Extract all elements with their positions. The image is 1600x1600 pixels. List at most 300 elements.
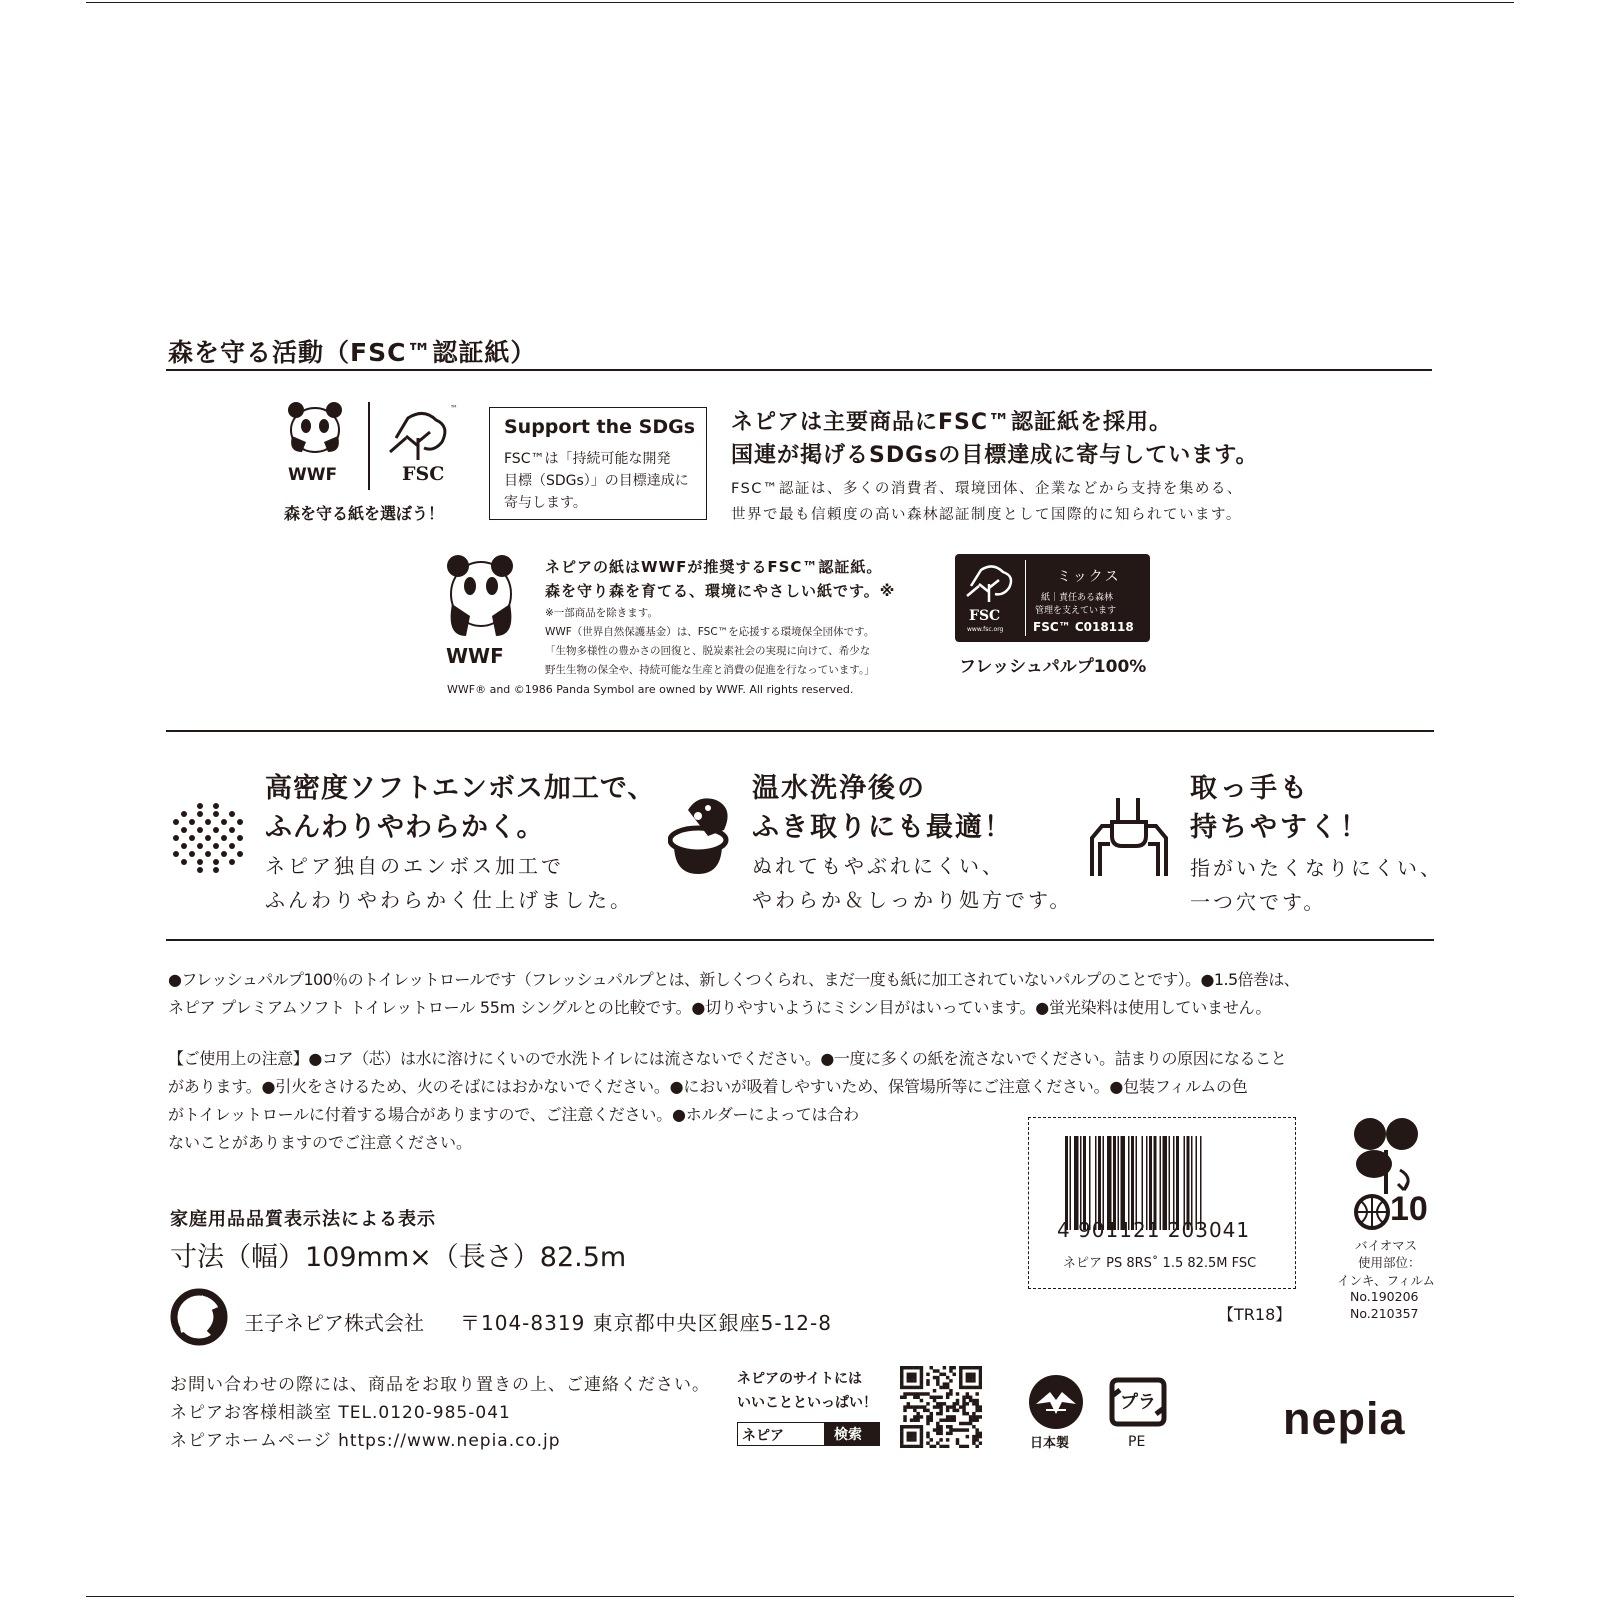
- barcode-bar: [1107, 1136, 1112, 1230]
- qr-module: [936, 1369, 939, 1372]
- qr-module: [966, 1366, 969, 1369]
- qr-module: [972, 1441, 975, 1444]
- qr-module: [900, 1382, 903, 1385]
- qr-module: [920, 1415, 923, 1418]
- biomass-line-3: インキ、フィルム: [1337, 1273, 1436, 1288]
- qr-module: [939, 1405, 942, 1408]
- barcode-bar: [1187, 1136, 1190, 1230]
- qr-module: [920, 1405, 923, 1408]
- qr-module: [952, 1418, 955, 1421]
- qr-module: [969, 1418, 972, 1421]
- qr-module: [920, 1428, 923, 1431]
- qr-module: [936, 1379, 939, 1382]
- qr-module: [913, 1392, 916, 1395]
- barcode-bar: [1095, 1136, 1097, 1230]
- qr-module: [962, 1422, 965, 1425]
- company-address: 〒104-8319 東京都中央区銀座5-12-8: [460, 1311, 832, 1335]
- biomass-line-1: バイオマス: [1355, 1238, 1418, 1253]
- qr-module: [966, 1435, 969, 1438]
- qr-module: [907, 1373, 910, 1376]
- qr-module: [979, 1405, 982, 1408]
- feature-1-title-2: ふんわりやわらかく。: [265, 812, 545, 843]
- qr-module: [933, 1428, 936, 1431]
- feature-2-title-1: 温水洗浄後の: [752, 773, 926, 804]
- qr-module: [900, 1441, 903, 1444]
- contact-line-3: ネピアホームページ https://www.nepia.co.jp: [170, 1431, 561, 1451]
- fsc-body-2: 世界で最も信頼度の高い森林認証制度として国際的に知られています。: [731, 507, 1242, 523]
- biomass-line-4: No.190206: [1350, 1289, 1419, 1304]
- qr-module: [903, 1386, 906, 1389]
- qr-module: [946, 1418, 949, 1421]
- top-edge-line: [86, 2, 1514, 3]
- contact-line-2: ネピアお客様相談室 TEL.0120-985-041: [170, 1403, 511, 1423]
- qr-module: [900, 1438, 903, 1441]
- qr-module: [949, 1366, 952, 1369]
- qr-module: [943, 1366, 946, 1369]
- qr-module: [972, 1376, 975, 1379]
- qr-module: [972, 1399, 975, 1402]
- qr-module: [923, 1392, 926, 1395]
- qr-module: [926, 1432, 929, 1435]
- qr-module: [907, 1392, 910, 1395]
- qr-module: [907, 1425, 910, 1428]
- qr-module: [903, 1409, 906, 1412]
- barcode-code: 【TR18】: [1218, 1305, 1292, 1324]
- qr-module: [949, 1418, 952, 1421]
- qr-module: [926, 1373, 929, 1376]
- wwf-wordmark-large: WWF: [446, 644, 504, 668]
- fsc-label-divider: [1025, 560, 1026, 636]
- qr-module: [979, 1441, 982, 1444]
- qr-module: [939, 1373, 942, 1376]
- qr-module: [975, 1438, 978, 1441]
- qr-module: [966, 1428, 969, 1431]
- made-in-japan-label: 日本製: [1030, 1436, 1070, 1451]
- qr-module: [959, 1366, 962, 1369]
- wwf-desc-3: 野生生物の保全や、持続可能な生産と消費の促進を行なっています。」: [545, 664, 875, 676]
- search-box[interactable]: [737, 1422, 880, 1446]
- qr-module: [907, 1445, 910, 1448]
- qr-module: [975, 1392, 978, 1395]
- barcode-bar: [1146, 1136, 1148, 1230]
- feature-1-body-2: ふんわりやわらかく仕上げました。: [265, 888, 633, 912]
- qr-module: [979, 1386, 982, 1389]
- barcode-bar: [1118, 1136, 1120, 1230]
- qr-module: [936, 1396, 939, 1399]
- fsc-body-1: FSC™認証は、多くの消費者、環境団体、企業などから支持を集める、: [731, 481, 1243, 497]
- qr-module: [910, 1435, 913, 1438]
- search-button-label: 検索: [834, 1427, 862, 1443]
- barcode-bar: [1080, 1136, 1082, 1230]
- qr-module: [900, 1428, 903, 1431]
- qr-module: [920, 1432, 923, 1435]
- qr-module: [969, 1386, 972, 1389]
- qr-module: [913, 1409, 916, 1412]
- qr-module: [930, 1412, 933, 1415]
- qr-module: [969, 1376, 972, 1379]
- qr-module: [939, 1396, 942, 1399]
- barcode-bar: [1098, 1136, 1101, 1230]
- qr-module: [913, 1425, 916, 1428]
- barcode-bar: [1065, 1136, 1068, 1230]
- qr-module: [939, 1432, 942, 1435]
- qr-module: [946, 1409, 949, 1412]
- qr-module: [907, 1435, 910, 1438]
- qr-module: [920, 1425, 923, 1428]
- qr-module: [946, 1386, 949, 1389]
- qr-module: [920, 1392, 923, 1395]
- barcode-bar: [1196, 1136, 1198, 1230]
- qr-module: [926, 1409, 929, 1412]
- qr-module: [949, 1405, 952, 1408]
- qr-module: [907, 1402, 910, 1405]
- qr-module: [979, 1435, 982, 1438]
- qr-module: [959, 1373, 962, 1376]
- qr-module: [910, 1386, 913, 1389]
- qr-module: [936, 1376, 939, 1379]
- qr-module: [949, 1415, 952, 1418]
- qr-module: [969, 1379, 972, 1382]
- qr-module: [952, 1409, 955, 1412]
- qr-module: [949, 1432, 952, 1435]
- fsc-headline-2: 国連が掲げるSDGsの目標達成に寄与しています。: [731, 443, 1259, 468]
- qr-module: [966, 1379, 969, 1382]
- qr-module: [946, 1425, 949, 1428]
- qr-module: [916, 1405, 919, 1408]
- qr-module: [913, 1438, 916, 1441]
- qr-module: [920, 1376, 923, 1379]
- qr-module: [949, 1389, 952, 1392]
- qr-module: [956, 1441, 959, 1444]
- notes-line-2: ネピア プレミアムソフト トイレットロール 55m シングルとの比較です。●切りやすいようにミシン目がはいっています。●蛍光染料は使用していません。: [168, 998, 1272, 1017]
- qr-module: [910, 1379, 913, 1382]
- qr-module: [979, 1379, 982, 1382]
- biomass-line-2: 使用部位：: [1358, 1255, 1421, 1270]
- qr-module: [916, 1392, 919, 1395]
- qr-module: [910, 1405, 913, 1408]
- qr-module: [946, 1382, 949, 1385]
- qr-module: [926, 1379, 929, 1382]
- qr-module: [920, 1445, 923, 1448]
- qr-module: [972, 1373, 975, 1376]
- notes-line-1: ●フレッシュパルプ100％のトイレットロールです（フレッシュパルプとは、新しくつくられ、まだ一度も紙に加工されていないパルプのことです）。●1.5倍巻は、: [168, 970, 1300, 989]
- qr-module: [956, 1409, 959, 1412]
- qr-module: [966, 1392, 969, 1395]
- qr-module: [926, 1402, 929, 1405]
- feature-2-body-2: やわらか＆しっかり処方です。: [752, 888, 1073, 912]
- qr-module: [903, 1425, 906, 1428]
- handle-grip-icon: [1088, 798, 1170, 878]
- qr-module: [969, 1373, 972, 1376]
- site-promo-line-2: いいことといっぱい！: [737, 1395, 877, 1411]
- feature-2-body-1: ぬれてもやぶれにくい、: [752, 854, 1005, 878]
- qr-module: [933, 1389, 936, 1392]
- qr-module: [900, 1435, 903, 1438]
- qr-module: [949, 1392, 952, 1395]
- qr-module: [920, 1435, 923, 1438]
- qr-module: [962, 1445, 965, 1448]
- qr-module: [972, 1402, 975, 1405]
- barcode-bar: [1089, 1136, 1091, 1230]
- qr-module: [979, 1366, 982, 1369]
- wwf-desc-1: WWF（世界自然保護基金）は、FSC™を応援する環境保全団体です。: [545, 626, 875, 638]
- qr-module: [913, 1376, 916, 1379]
- qr-module: [910, 1366, 913, 1369]
- barcode-bar: [1074, 1136, 1079, 1230]
- qr-module: [926, 1392, 929, 1395]
- qr-module: [946, 1392, 949, 1395]
- qr-module: [933, 1445, 936, 1448]
- qr-module: [913, 1418, 916, 1421]
- qr-module: [903, 1418, 906, 1421]
- qr-module: [907, 1366, 910, 1369]
- qr-module: [959, 1369, 962, 1372]
- qr-module: [907, 1438, 910, 1441]
- barcode-bar: [1191, 1136, 1193, 1230]
- qr-module: [946, 1405, 949, 1408]
- qr-module: [966, 1422, 969, 1425]
- qr-module: [900, 1369, 903, 1372]
- qr-module: [900, 1432, 903, 1435]
- qr-module: [949, 1425, 952, 1428]
- qr-module: [913, 1386, 916, 1389]
- barcode-bar: [1160, 1136, 1162, 1230]
- logo-separator: [368, 402, 370, 490]
- qr-module: [933, 1369, 936, 1372]
- barcode-bar: [1083, 1136, 1086, 1230]
- qr-module: [956, 1428, 959, 1431]
- qr-module: [979, 1409, 982, 1412]
- pe-label: PE: [1128, 1434, 1146, 1450]
- qr-module: [959, 1386, 962, 1389]
- qr-module: [959, 1379, 962, 1382]
- qr-module: [975, 1415, 978, 1418]
- qr-module: [903, 1366, 906, 1369]
- qr-module: [972, 1418, 975, 1421]
- qr-module: [939, 1409, 942, 1412]
- sdgs-line-2: 目標（SDGs）」の目標達成に: [504, 473, 689, 489]
- qr-module: [962, 1396, 965, 1399]
- barcode-bar: [1200, 1136, 1202, 1230]
- search-word: ネピア: [742, 1428, 784, 1444]
- qr-module: [920, 1441, 923, 1444]
- wwf-wordmark: WWF: [288, 465, 338, 485]
- qr-module: [930, 1366, 933, 1369]
- qr-module: [943, 1373, 946, 1376]
- fsc-headline-1: ネピアは主要商品にFSC™認証紙を採用。: [731, 410, 1173, 435]
- company-name: 王子ネピア株式会社: [244, 1311, 424, 1335]
- qr-module: [936, 1441, 939, 1444]
- qr-module: [913, 1445, 916, 1448]
- qr-module: [916, 1415, 919, 1418]
- qr-module: [930, 1438, 933, 1441]
- qr-module: [969, 1399, 972, 1402]
- fsc-label-wordmark: FSC: [969, 608, 1001, 624]
- qr-module: [952, 1405, 955, 1408]
- wwf-copyright: WWF® and ©1986 Panda Symbol are owned by WWF. All rights reserved.: [447, 683, 854, 696]
- barcode-bar: [1128, 1136, 1130, 1230]
- qr-module: [907, 1405, 910, 1408]
- qr-module: [903, 1405, 906, 1408]
- qr-module: [916, 1386, 919, 1389]
- qr-module: [979, 1373, 982, 1376]
- qr-module: [926, 1435, 929, 1438]
- quality-size: 寸法（幅）109mm×（長さ）82.5m: [170, 1242, 627, 1273]
- qr-module: [900, 1366, 903, 1369]
- qr-module: [975, 1402, 978, 1405]
- wwf-line-1: ネピアの紙はWWFが推奨するFSC™認証紙。: [545, 558, 883, 576]
- qr-module: [946, 1376, 949, 1379]
- qr-module: [936, 1422, 939, 1425]
- qr-module: [972, 1386, 975, 1389]
- fsc-tm-mark: ™: [450, 404, 458, 413]
- qr-module: [972, 1425, 975, 1428]
- qr-code-icon[interactable]: [900, 1366, 982, 1448]
- qr-module: [962, 1409, 965, 1412]
- biomass-line-5: No.210357: [1350, 1306, 1419, 1321]
- qr-module: [923, 1405, 926, 1408]
- barcode-bar: [1103, 1136, 1105, 1230]
- biomass-number: 10: [1390, 1190, 1428, 1228]
- qr-module: [966, 1445, 969, 1448]
- qr-module: [933, 1396, 936, 1399]
- qr-module: [975, 1435, 978, 1438]
- contact-line-1: お問い合わせの際には、商品をお取り置きの上、ご連絡ください。: [170, 1375, 710, 1395]
- qr-module: [910, 1425, 913, 1428]
- qr-module: [952, 1428, 955, 1431]
- qr-module: [946, 1415, 949, 1418]
- qr-module: [952, 1415, 955, 1418]
- qr-module: [903, 1445, 906, 1448]
- qr-module: [933, 1376, 936, 1379]
- qr-module: [975, 1432, 978, 1435]
- fsc-label-line-1: 紙｜責任ある森林: [1041, 593, 1114, 603]
- qr-module: [952, 1373, 955, 1376]
- barcode-number: 4 901121 203041: [1057, 1218, 1251, 1242]
- site-promo-line-1: ネピアのサイトには: [737, 1371, 863, 1387]
- qr-module: [916, 1445, 919, 1448]
- qr-module: [966, 1412, 969, 1415]
- qr-module: [956, 1438, 959, 1441]
- qr-module: [962, 1405, 965, 1408]
- qr-module: [972, 1435, 975, 1438]
- qr-module: [913, 1432, 916, 1435]
- qr-module: [979, 1382, 982, 1385]
- barcode-product: ネピア PS 8RS˚ 1.5 82.5M FSC: [1063, 1256, 1257, 1271]
- qr-module: [913, 1435, 916, 1438]
- qr-module: [962, 1399, 965, 1402]
- wwf-panda-icon: [284, 402, 346, 454]
- qr-module: [936, 1382, 939, 1385]
- qr-module: [930, 1396, 933, 1399]
- feature-3-body-2: 一つ穴です。: [1190, 890, 1327, 914]
- qr-module: [926, 1382, 929, 1385]
- qr-module: [939, 1418, 942, 1421]
- barcode-bar: [1169, 1136, 1171, 1230]
- qr-module: [962, 1386, 965, 1389]
- qr-module: [939, 1438, 942, 1441]
- qr-module: [956, 1392, 959, 1395]
- fsc-label-url: www.fsc.org: [967, 626, 1004, 633]
- qr-module: [975, 1418, 978, 1421]
- barcode-bar: [1149, 1136, 1152, 1230]
- feature-3-body-1: 指がいたくなりにくい、: [1190, 856, 1443, 880]
- qr-module: [962, 1412, 965, 1415]
- quality-title: 家庭用品品質表示法による表示: [170, 1209, 436, 1230]
- qr-module: [913, 1405, 916, 1408]
- qr-module: [913, 1396, 916, 1399]
- qr-module: [959, 1405, 962, 1408]
- made-in-japan-crane-icon: [1028, 1374, 1084, 1430]
- qr-module: [962, 1366, 965, 1369]
- qr-module: [910, 1373, 913, 1376]
- barcode-bar: [1121, 1136, 1126, 1230]
- qr-module: [926, 1422, 929, 1425]
- qr-module: [939, 1445, 942, 1448]
- wwf-note: ※一部商品を除きます。: [545, 607, 658, 619]
- qr-module: [966, 1402, 969, 1405]
- qr-module: [936, 1432, 939, 1435]
- qr-module: [962, 1428, 965, 1431]
- barcode-bar: [1163, 1136, 1168, 1230]
- qr-module: [975, 1409, 978, 1412]
- qr-module: [943, 1386, 946, 1389]
- qr-module: [972, 1379, 975, 1382]
- search-button[interactable]: [824, 1422, 880, 1445]
- qr-module: [943, 1445, 946, 1448]
- qr-module: [959, 1376, 962, 1379]
- qr-module: [949, 1379, 952, 1382]
- emboss-dots-icon: [172, 802, 244, 874]
- qr-module: [910, 1445, 913, 1448]
- qr-module: [900, 1386, 903, 1389]
- qr-module: [972, 1415, 975, 1418]
- fsc-mix-label: [955, 554, 1150, 642]
- caution-line-2: があります。●引火をさけるため、火のそばにはおかないでください。●においが吸着しやすいため、保管場所等にご注意ください。●包装フィルムの色: [168, 1077, 1248, 1096]
- qr-module: [903, 1396, 906, 1399]
- qr-module: [920, 1438, 923, 1441]
- qr-module: [926, 1415, 929, 1418]
- qr-module: [972, 1438, 975, 1441]
- qr-module: [939, 1402, 942, 1405]
- qr-module: [972, 1366, 975, 1369]
- qr-module: [933, 1399, 936, 1402]
- fsc-label-line-2: 管理を支えています: [1035, 606, 1117, 616]
- qr-module: [913, 1379, 916, 1382]
- qr-module: [943, 1418, 946, 1421]
- wwf-desc-2: 「生物多様性の豊かさの回復と、脱炭素社会の実現に向けて、希少な: [545, 645, 871, 657]
- qr-module: [916, 1425, 919, 1428]
- qr-module: [966, 1373, 969, 1376]
- qr-module: [913, 1373, 916, 1376]
- qr-module: [979, 1369, 982, 1372]
- qr-module: [966, 1396, 969, 1399]
- qr-module: [969, 1415, 972, 1418]
- qr-module: [920, 1379, 923, 1382]
- qr-module: [975, 1405, 978, 1408]
- qr-module: [913, 1415, 916, 1418]
- nepia-logo: nepia: [1283, 1393, 1406, 1444]
- section-title: 森を守る活動（FSC™認証紙）: [168, 338, 537, 367]
- qr-module: [907, 1386, 910, 1389]
- qr-module: [959, 1422, 962, 1425]
- qr-module: [907, 1376, 910, 1379]
- fsc-wordmark: FSC: [402, 463, 445, 485]
- qr-module: [916, 1366, 919, 1369]
- qr-module: [969, 1396, 972, 1399]
- qr-module: [936, 1428, 939, 1431]
- qr-module: [930, 1415, 933, 1418]
